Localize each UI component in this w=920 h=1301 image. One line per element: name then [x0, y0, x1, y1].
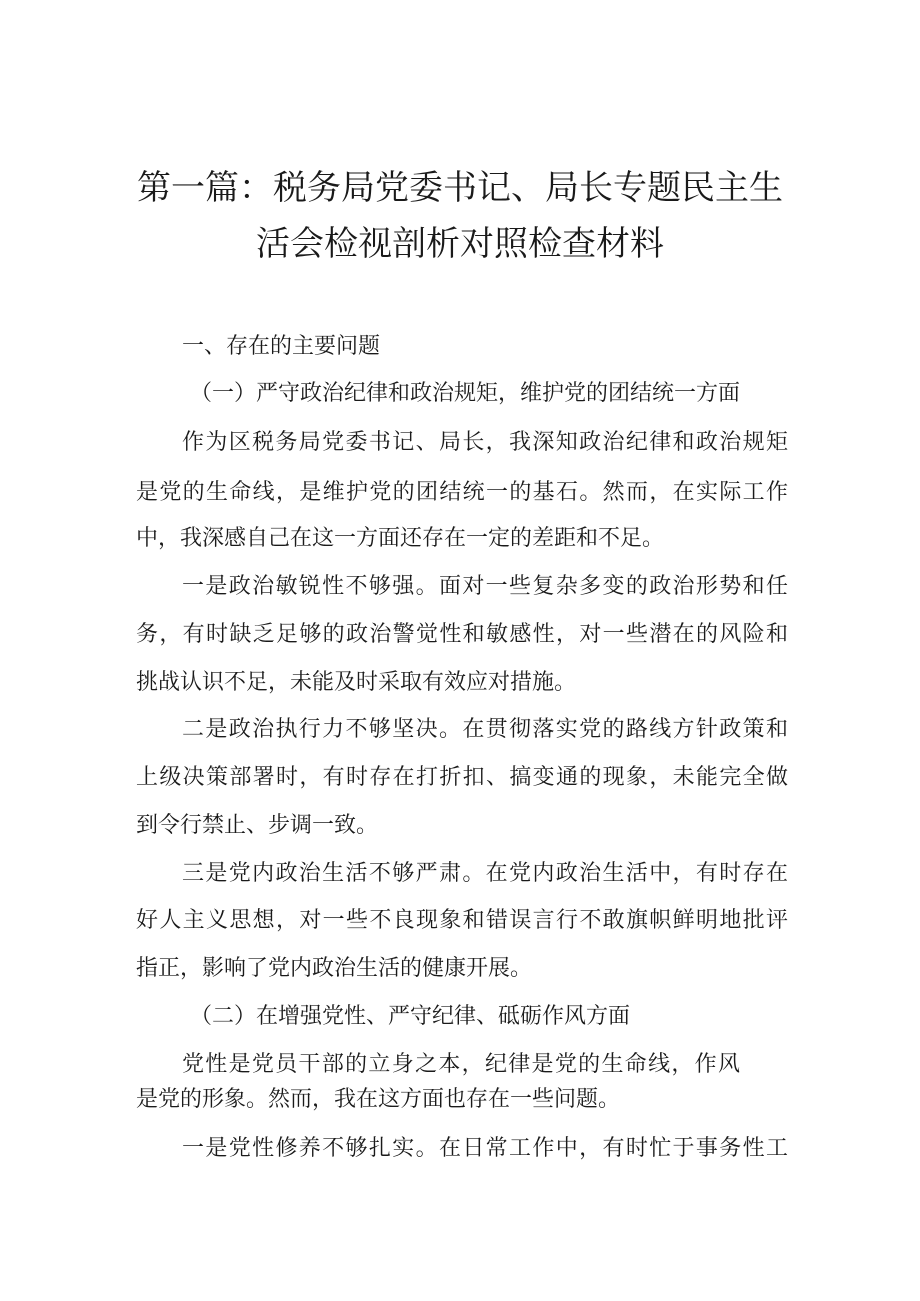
paragraph-line: 挑战认识不足，未能及时采取有效应对措施。 [136, 670, 577, 695]
paragraph-line: 到令行禁止、步调一致。 [136, 813, 379, 838]
paragraph-line: 务，有时缺乏足够的政治警觉性和敏感性，对一些潜在的风险和 [136, 622, 788, 647]
paragraph-line: 作为区税务局党委书记、局长，我深知政治纪律和政治规矩 [182, 430, 788, 455]
section-heading-main-problems: 一、存在的主要问题 [182, 334, 381, 359]
paragraph-line: 是党的形象。然而，我在这方面也存在一些问题。 [136, 1087, 621, 1112]
paragraph-line: 是党的生命线，是维护党的团结统一的基石。然而，在实际工作 [136, 480, 788, 505]
document-title-line-1: 第一篇：税务局党委书记、局长专题民主生 [137, 168, 783, 208]
paragraph-line: 中，我深感自己在这一方面还存在一定的差距和不足。 [136, 526, 665, 551]
subsection-heading-political-discipline: （一）严守政治纪律和政治规矩，维护党的团结统一方面 [190, 381, 741, 406]
paragraph-line: 党性是党员干部的立身之本，纪律是党的生命线，作风 [182, 1052, 740, 1077]
paragraph-line: 好人主义思想，对一些不良现象和错误言行不敢旗帜鲜明地批评 [136, 908, 788, 933]
paragraph-line: 一是党性修养不够扎实。在日常工作中，有时忙于事务性工 [182, 1136, 788, 1161]
paragraph-line: 三是党内政治生活不够严肃。在党内政治生活中，有时存在 [182, 861, 788, 886]
paragraph-line: 二是政治执行力不够坚决。在贯彻落实党的路线方针政策和 [182, 717, 788, 742]
paragraph-line: 一是政治敏锐性不够强。面对一些复杂多变的政治形势和任 [182, 574, 788, 599]
paragraph-line: 上级决策部署时，有时存在打折扣、搞变通的现象，未能完全做 [136, 765, 788, 790]
subsection-heading-party-spirit: （二）在增强党性、严守纪律、砥砺作风方面 [190, 1004, 631, 1029]
document-title-line-2: 活会检视剖析对照检查材料 [256, 224, 664, 264]
paragraph-line: 指正，影响了党内政治生活的健康开展。 [136, 956, 533, 981]
